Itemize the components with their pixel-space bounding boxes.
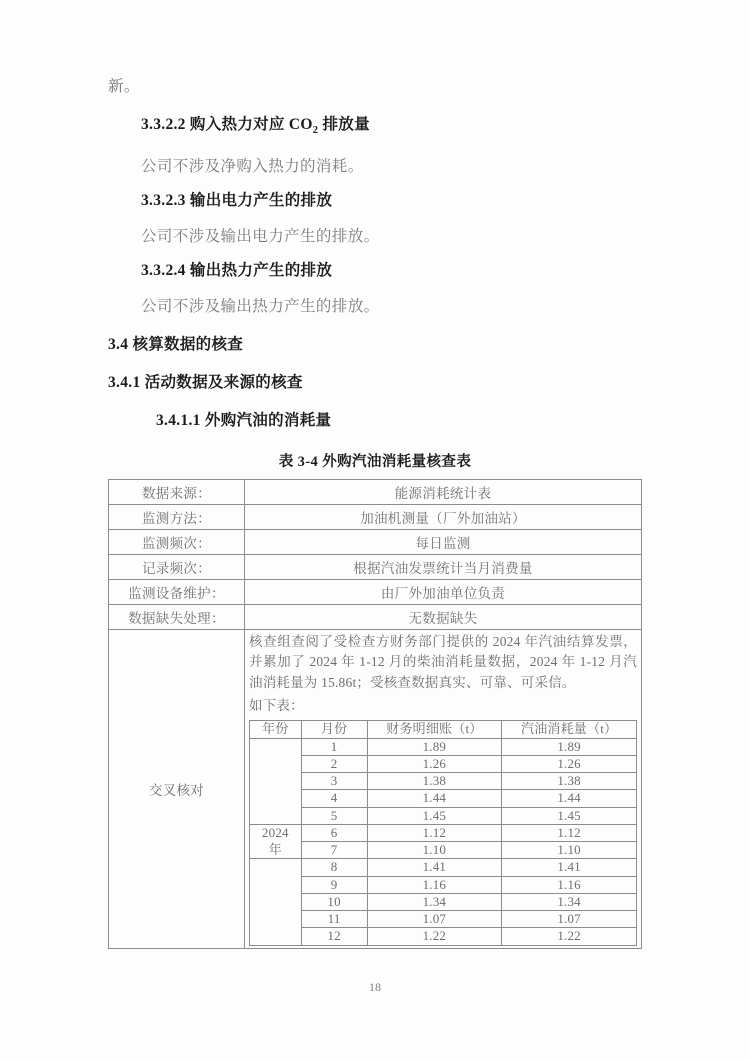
cell-financial: 1.34 [367, 893, 502, 910]
cell-financial: 1.45 [367, 807, 502, 824]
cell-financial: 1.38 [367, 773, 502, 790]
heading-text-part2: 排放量 [318, 115, 370, 133]
row-value-cross-check [245, 629, 642, 948]
cell-month: 3 [301, 773, 367, 790]
row-label-record-frequency: 记录频次： [109, 554, 245, 579]
cell-month: 6 [301, 824, 367, 841]
cell-financial: 1.44 [367, 790, 502, 807]
cell-month: 4 [301, 790, 367, 807]
table-row-cross-check [109, 629, 642, 948]
table-row [250, 928, 637, 945]
heading-3-4: 3.4 核算数据的核查 [108, 336, 244, 354]
year-line-1: 2024 [261, 825, 289, 841]
row-label-cross-check: 交叉核对 [109, 629, 245, 948]
cell-consumption: 1.89 [502, 738, 637, 755]
cell-consumption: 1.34 [502, 893, 637, 910]
heading-3-3-2-3 [108, 191, 642, 211]
spacer [108, 211, 642, 227]
page-number: 18 [369, 980, 381, 994]
cell-consumption: 1.41 [502, 859, 637, 876]
header-gasoline-consumption: 汽油消耗量（t） [502, 721, 637, 738]
spacer [108, 393, 642, 411]
cell-month: 5 [301, 807, 367, 824]
year-line-2: 年 [268, 841, 282, 857]
continued-text-line: 新。 [108, 78, 140, 95]
cross-check-paragraph: 核查组查阅了受检查方财务部门提供的 2024 年汽油结算发票，并累加了 2024 年 1-12 月的柴油消耗量数据，2024 年 1-12 月汽油消耗量为 15.86t；受核查数据真实、可靠、可采信。 [249, 633, 637, 690]
cell-consumption: 1.44 [502, 790, 637, 807]
table-row [250, 773, 637, 790]
cell-financial: 1.10 [367, 842, 502, 859]
row-value-monitoring-frequency: 每日监测 [245, 529, 642, 554]
cell-financial: 1.07 [367, 911, 502, 928]
row-value-record-frequency: 根据汽油发票统计当月消费量 [245, 554, 642, 579]
cell-month: 9 [301, 876, 367, 893]
table-caption: 表 3-4 外购汽油消耗量核查表 [278, 453, 472, 470]
cell-month: 1 [301, 738, 367, 755]
cell-month: 10 [301, 893, 367, 910]
header-year: 年份 [250, 721, 302, 738]
heading-3-4-1: 3.4.1 活动数据及来源的核查 [108, 374, 303, 392]
cell-month: 7 [301, 842, 367, 859]
cell-consumption: 1.07 [502, 911, 637, 928]
spacer [108, 355, 642, 373]
heading-3-3-2-4 [108, 261, 642, 281]
cell-consumption: 1.45 [502, 807, 637, 824]
spacer [108, 281, 642, 297]
heading-subscript: 2 [312, 124, 319, 136]
table-row [109, 529, 642, 554]
heading-3-3-2-2 [108, 115, 642, 138]
row-label-equipment-maintenance: 监测设备维护： [109, 579, 245, 604]
cell-financial: 1.89 [367, 738, 502, 755]
paragraph-3-3-2-4: 公司不涉及输出热力产生的排放。 [141, 298, 380, 316]
table-row [109, 504, 642, 529]
cell-financial: 1.16 [367, 876, 502, 893]
heading-text: 输出电力产生的排放 [189, 192, 333, 210]
cell-consumption: 1.16 [502, 876, 637, 893]
table-row [250, 876, 637, 893]
inner-table-header-row [250, 721, 637, 738]
gasoline-verification-table [108, 479, 642, 949]
heading-number: 3.3.2.4 [141, 262, 186, 280]
heading-number: 3.3.2.3 [141, 192, 186, 210]
spacer [108, 177, 642, 191]
spacer [108, 247, 642, 261]
cell-year-2024 [250, 824, 302, 859]
cell-month: 8 [301, 859, 367, 876]
page-content [108, 78, 642, 949]
cell-consumption: 1.26 [502, 755, 637, 772]
table-row [250, 893, 637, 910]
cell-financial: 1.12 [367, 824, 502, 841]
spacer [108, 137, 642, 157]
heading-number: 3.3.2.2 [141, 115, 186, 133]
row-label-monitoring-frequency: 监测频次： [109, 529, 245, 554]
row-label-data-source: 数据来源： [109, 479, 245, 504]
heading-text-part1: 购入热力对应 CO [189, 115, 313, 133]
year-spacer-cell-bottom [250, 859, 302, 945]
table-row [250, 790, 637, 807]
paragraph-3-3-2-3: 公司不涉及输出电力产生的排放。 [141, 228, 380, 246]
cell-month: 11 [301, 911, 367, 928]
cell-financial: 1.41 [367, 859, 502, 876]
table-row [250, 859, 637, 876]
paragraph-3-3-2-2: 公司不涉及净购入热力的消耗。 [141, 158, 364, 176]
cell-financial: 1.22 [367, 928, 502, 945]
cell-consumption: 1.22 [502, 928, 637, 945]
cell-consumption: 1.38 [502, 773, 637, 790]
table-row [250, 842, 637, 859]
cell-month: 2 [301, 755, 367, 772]
header-month: 月份 [301, 721, 367, 738]
spacer [108, 432, 642, 450]
table-row [250, 738, 637, 755]
table-row [109, 479, 642, 504]
row-label-monitoring-method: 监测方法： [109, 504, 245, 529]
cross-check-paragraph-tail: 如下表： [249, 698, 304, 714]
cell-consumption: 1.12 [502, 824, 637, 841]
cell-consumption: 1.10 [502, 842, 637, 859]
header-financial-ledger: 财务明细账（t） [367, 721, 502, 738]
year-spacer-cell-top [250, 738, 302, 824]
row-value-data-source: 能源消耗统计表 [245, 479, 642, 504]
table-row [109, 554, 642, 579]
monthly-consumption-table [249, 720, 637, 945]
spacer [108, 317, 642, 335]
table-row [250, 824, 637, 841]
table-row [250, 755, 637, 772]
heading-3-4-1-1: 3.4.1.1 外购汽油的消耗量 [156, 412, 332, 430]
table-row [250, 807, 637, 824]
table-row [109, 604, 642, 629]
row-value-equipment-maintenance: 由厂外加油单位负责 [245, 579, 642, 604]
row-value-monitoring-method: 加油机测量（厂外加油站） [245, 504, 642, 529]
heading-text: 输出热力产生的排放 [189, 262, 333, 280]
cell-month: 12 [301, 928, 367, 945]
row-label-missing-data-handling: 数据缺失处理： [109, 604, 245, 629]
cell-financial: 1.26 [367, 755, 502, 772]
table-row [109, 579, 642, 604]
row-value-missing-data-handling: 无数据缺失 [245, 604, 642, 629]
table-row [250, 911, 637, 928]
